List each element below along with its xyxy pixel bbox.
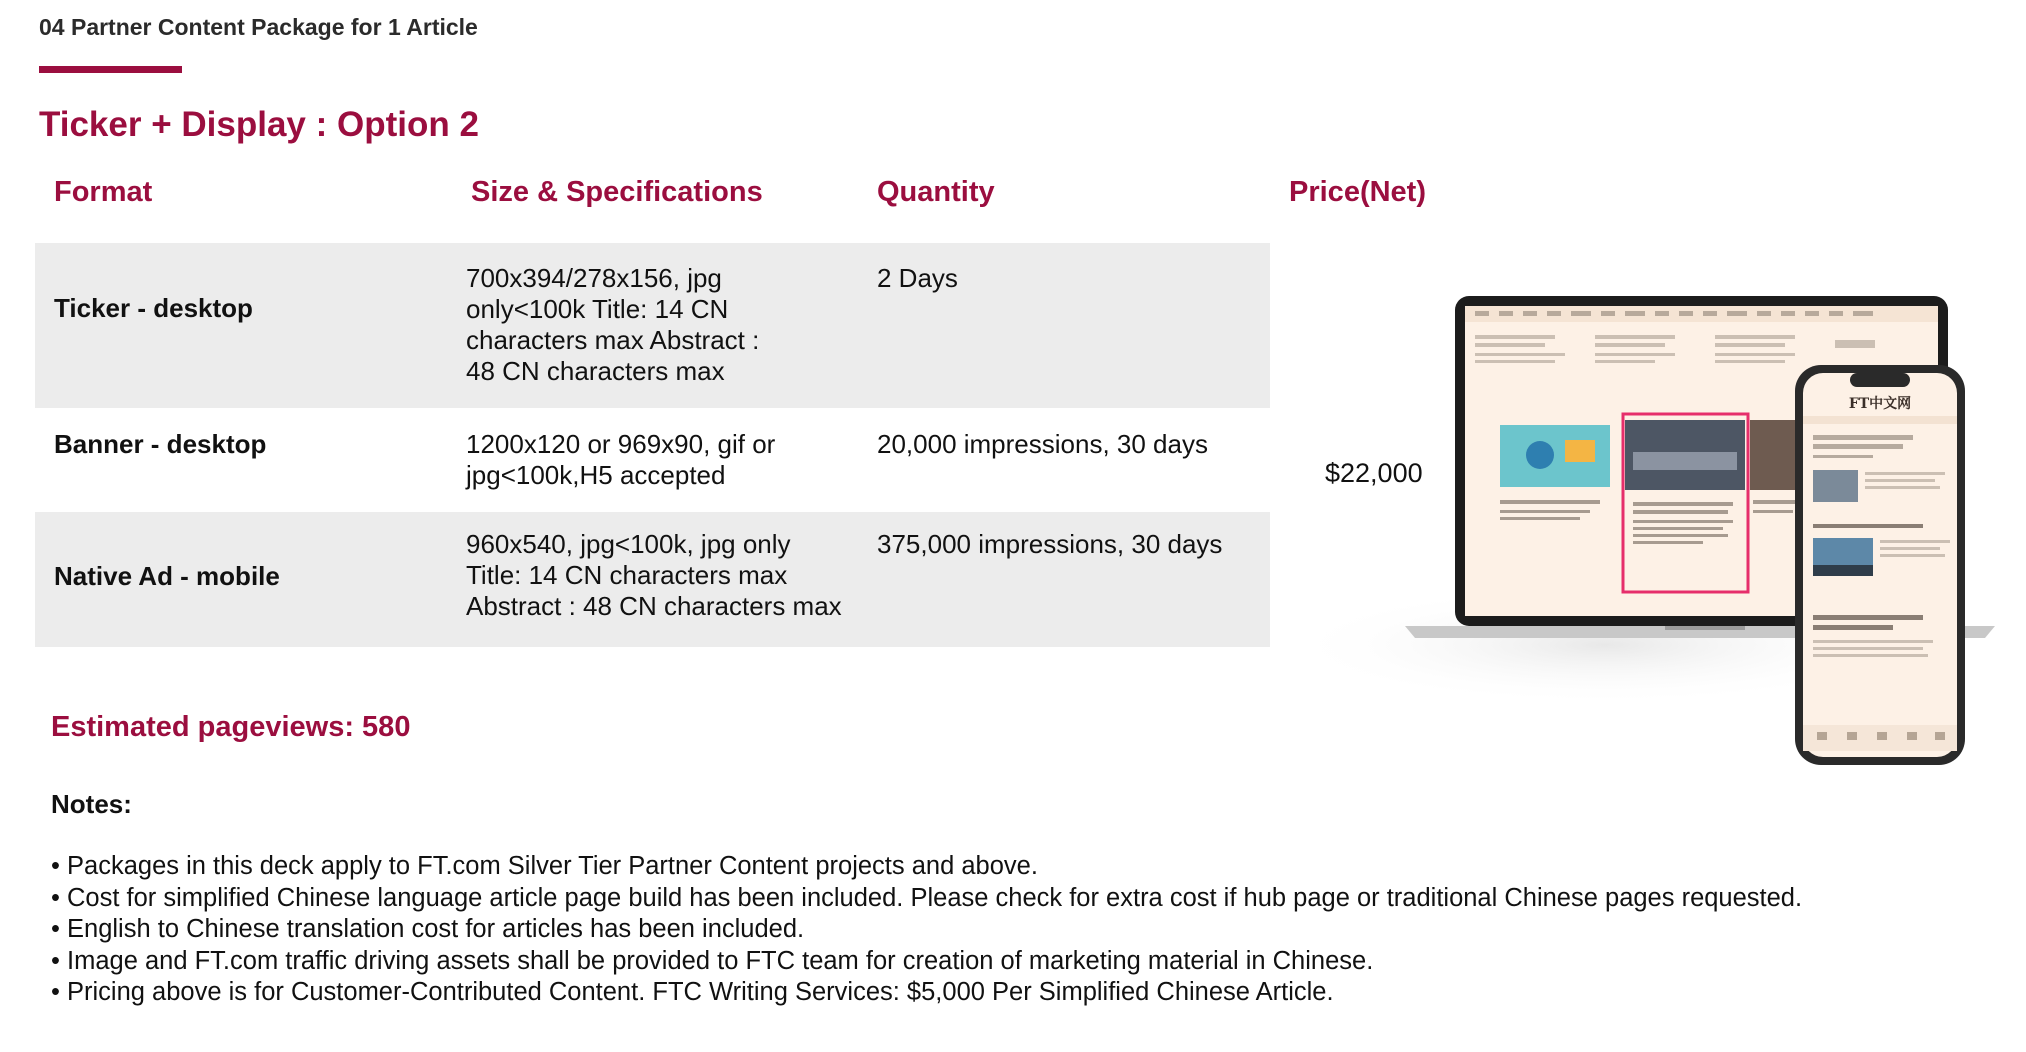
- note-item: • Packages in this deck apply to FT.com Silver Tier Partner Content projects and above.: [51, 851, 1802, 883]
- specs-line: jpg<100k,H5 accepted: [466, 460, 726, 490]
- specs-line: characters max Abstract :: [466, 325, 760, 355]
- specs-line: Abstract : 48 CN characters max: [466, 591, 842, 621]
- specs-line: 700x394/278x156, jpg: [466, 263, 722, 293]
- specs-line: 960x540, jpg<100k, jpg only: [466, 529, 791, 559]
- column-header-format: Format: [54, 176, 153, 208]
- quantity-cell: 20,000 impressions, 30 days: [877, 429, 1208, 459]
- quantity-cell: 2 Days: [877, 263, 958, 293]
- format-cell: Native Ad - mobile: [54, 561, 280, 591]
- estimated-pageviews: Estimated pageviews: 580: [51, 711, 411, 743]
- table-row-ticker: [35, 243, 1270, 408]
- accent-rule: [39, 66, 182, 73]
- specs-cell: [466, 263, 759, 387]
- specs-cell: [466, 429, 775, 491]
- note-item: • Image and FT.com traffic driving assets shall be provided to FTC team for creation of marketing material in Chinese.: [51, 946, 1802, 978]
- specs-cell: [466, 529, 842, 622]
- table-row-banner: [35, 408, 1270, 512]
- device-mockup-illustration: [1295, 280, 2015, 800]
- specs-line: only<100k Title: 14 CN: [466, 294, 729, 324]
- table-row-native: [35, 512, 1270, 647]
- section-label: 04 Partner Content Package for 1 Article: [39, 14, 478, 40]
- specs-line: 48 CN characters max: [466, 356, 725, 386]
- note-item: • English to Chinese translation cost for articles has been included.: [51, 914, 1802, 946]
- format-cell: Banner - desktop: [54, 429, 267, 459]
- note-item: • Cost for simplified Chinese language article page build has been included. Please check for extra cost if hub page or traditional Chinese pages requested.: [51, 883, 1802, 915]
- notes-list: [51, 851, 1802, 1009]
- notes-title: Notes:: [51, 789, 132, 819]
- column-header-quantity: Quantity: [877, 176, 995, 208]
- page-title: Ticker + Display : Option 2: [39, 105, 479, 144]
- price-value: $22,000: [1325, 458, 1423, 488]
- phone-illustration: [1795, 365, 1965, 765]
- specs-line: 1200x120 or 969x90, gif or: [466, 429, 776, 459]
- phone-brand-logo: FT中文网: [1848, 396, 1912, 412]
- column-header-specs: Size & Specifications: [471, 176, 763, 208]
- device-mockup: [1295, 280, 2015, 805]
- note-item: • Pricing above is for Customer-Contributed Content. FTC Writing Services: $5,000 Per Simplified Chinese Article.: [51, 977, 1802, 1009]
- specs-line: Title: 14 CN characters max: [466, 560, 788, 590]
- format-cell: Ticker - desktop: [54, 293, 253, 323]
- quantity-cell: 375,000 impressions, 30 days: [877, 529, 1223, 559]
- column-header-price: Price(Net): [1289, 176, 1426, 208]
